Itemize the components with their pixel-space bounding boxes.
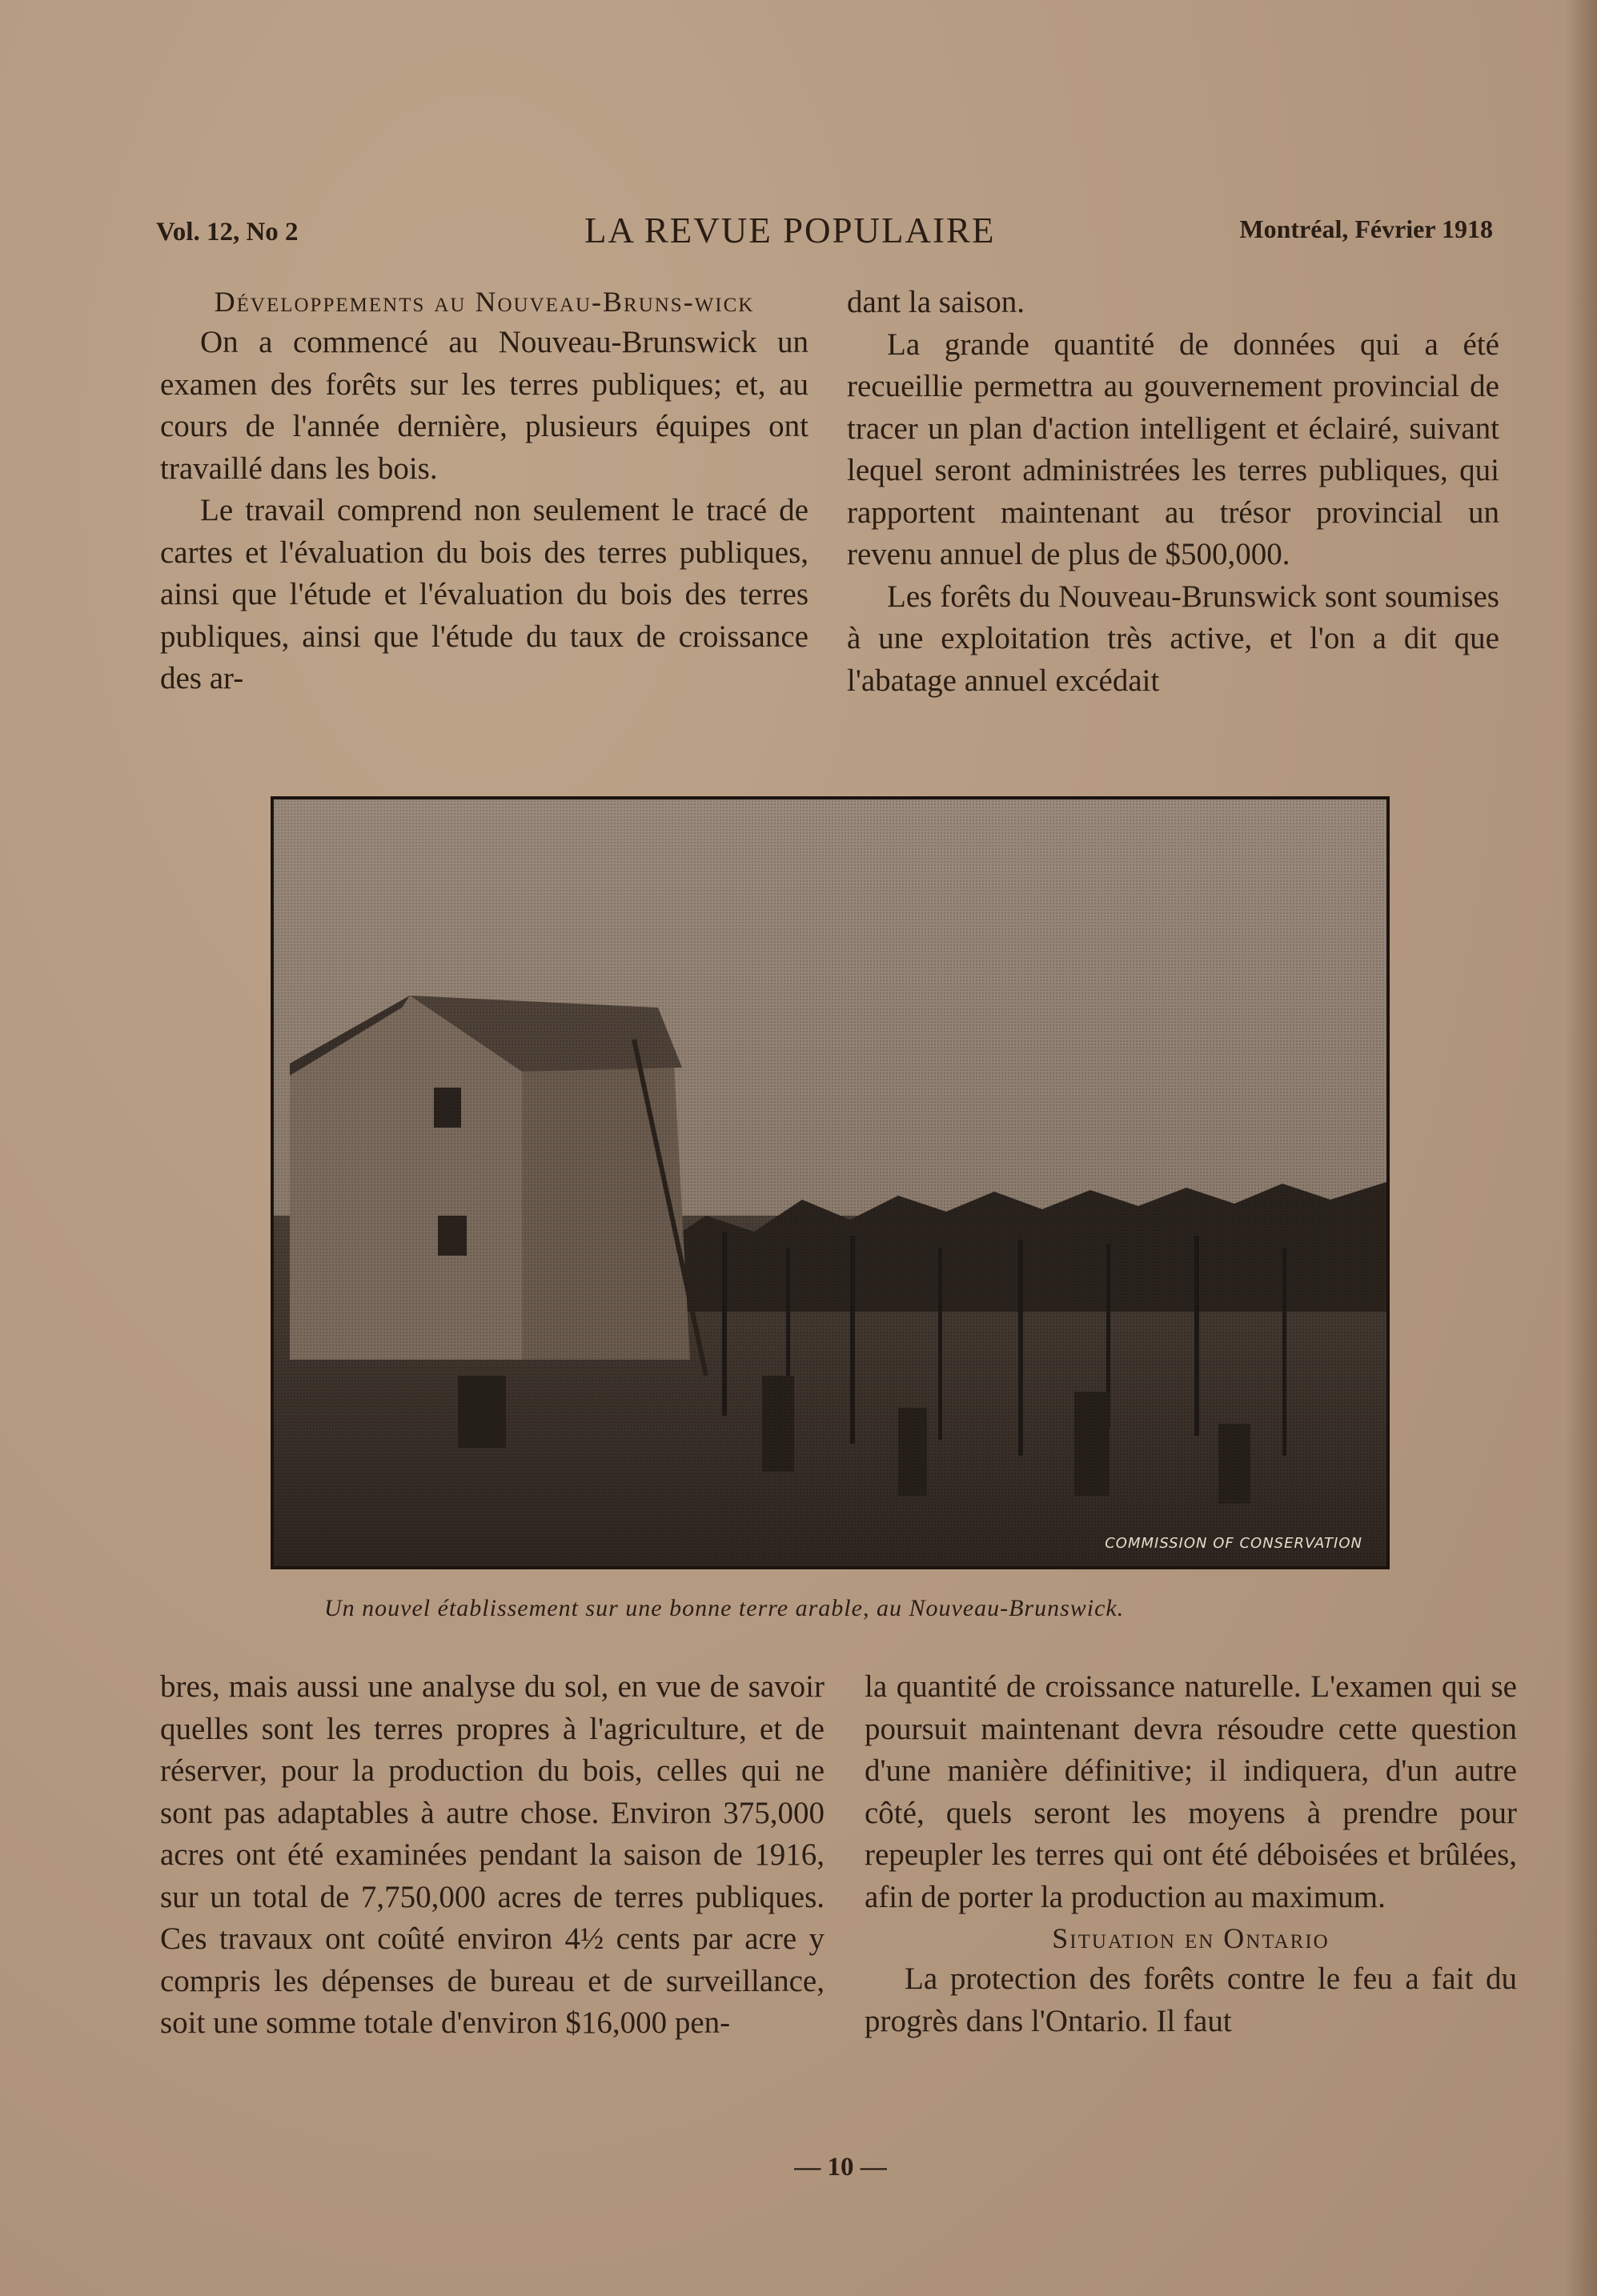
photo-caption: Un nouvel établissement sur une bonne terre arable, au Nouveau-Brunswick. xyxy=(324,1595,1125,1621)
article-heading: Développements au Nouveau-Bruns-wick xyxy=(214,286,755,318)
section-heading-ontario: Situation en Ontario xyxy=(1052,1922,1330,1954)
column-1 xyxy=(160,282,809,700)
photo-credit: COMMISSION OF CONSERVATION xyxy=(1105,1535,1362,1552)
paragraph: la quantité de croissance naturelle. L'examen qui se poursuit maintenant devra résoudre cette question d'une manière définitive; il indiquera, d'un autre côté, quels seront les moyens à prendre pour repeupler les terres qui ont été déboisées et brûlées, afin de porter la production au maximum. xyxy=(865,1669,1517,1914)
settlement-photo xyxy=(271,796,1390,1569)
paragraph: dant la saison. xyxy=(847,285,1025,319)
issue-date: Montréal, Février 1918 xyxy=(1239,214,1493,243)
column-3 xyxy=(160,1666,825,2045)
paragraph: Le travail comprend non seulement le tracé de cartes et l'évaluation du bois des terres publiques, ainsi que l'étude et l'évaluation du bois des terres publiques, ainsi que l'étude du taux de croissance des ar- xyxy=(160,493,809,695)
column-2 xyxy=(847,282,1499,702)
paragraph: La grande quantité de données qui a été recueillie permettra au gouvernement provincial de tracer un plan d'action intelligent et éclairé, suivant lequel seront administrées les terres publiques, qui rapportent maintenant au trésor provincial un revenu annuel de plus de $500,000. xyxy=(847,327,1499,571)
paragraph: bres, mais aussi une analyse du sol, en vue de savoir quelles sont les terres propres à l'agriculture, et de réserver, pour la production du bois, celles qui ne sont pas adaptables à autre chose. Environ 375,000 acres ont été examinées pendant la saison de 1916, sur un total de 7,750,000 acres de terres publiques. Ces travaux ont coûté environ 4½ cents par acre y compris les dépenses de bureau et de surveillance, soit une somme totale d'environ $16,000 pen- xyxy=(160,1669,825,2040)
photo-illustration xyxy=(274,799,1386,1566)
page-edge-shadow xyxy=(1565,0,1597,2296)
paragraph: La protection des forêts contre le feu a fait du progrès dans l'Ontario. Il faut xyxy=(865,1961,1517,2038)
column-4 xyxy=(865,1666,1517,2042)
publication-title: LA REVUE POPULAIRE xyxy=(584,210,996,250)
volume-number: Vol. 12, No 2 xyxy=(156,218,299,246)
page-number: — 10 — xyxy=(794,2153,887,2182)
paragraph: Les forêts du Nouveau-Brunswick sont soumises à une exploitation très active, et l'on a dit que l'abatage annuel excédait xyxy=(847,579,1499,698)
paragraph: On a commencé au Nouveau-Brunswick un examen des forêts sur les terres publiques; et, au cours de l'année dernière, plusieurs équipes ont travaillé dans les bois. xyxy=(160,325,809,486)
page-header xyxy=(156,210,1493,258)
